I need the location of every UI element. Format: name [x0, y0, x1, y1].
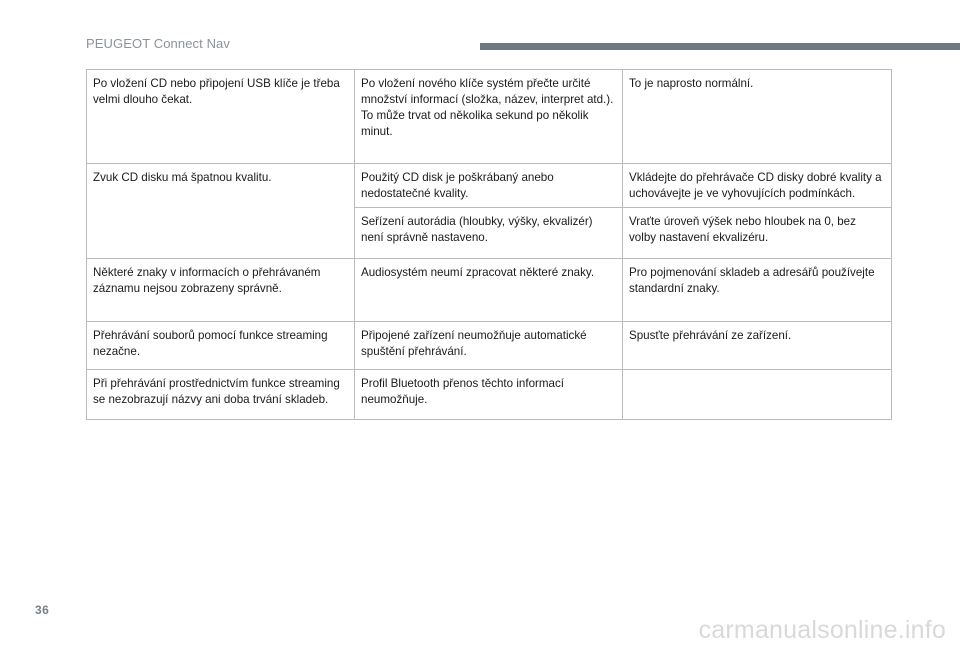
problem-cell: Zvuk CD disku má špatnou kvalitu.: [87, 164, 355, 259]
cause-cell: Seřízení autorádia (hloubky, výšky, ekvalizér) není správně nastaveno.: [355, 208, 623, 259]
cause-cell: Připojené zařízení neumožňuje automatické spuštění přehrávání.: [355, 322, 623, 370]
document-title: PEUGEOT Connect Nav: [86, 36, 230, 51]
cause-cell: Použitý CD disk je poškrábaný anebo nedostatečné kvality.: [355, 164, 623, 208]
cause-cell: Po vložení nového klíče systém přečte určité množství informací (složka, název, interpret atd.). To může trvat od několika sekund po několik minut.: [355, 70, 623, 164]
problem-cell: Některé znaky v informacích o přehrávaném záznamu nejsou zobrazeny správně.: [87, 259, 355, 322]
header-rule: [480, 43, 960, 50]
solution-cell: Vkládejte do přehrávače CD disky dobré kvality a uchovávejte je ve vyhovujících podmínkách.: [623, 164, 892, 208]
solution-cell: Vraťte úroveň výšek nebo hloubek na 0, bez volby nastavení ekvalizéru.: [623, 208, 892, 259]
watermark: carmanualsonline.info: [698, 616, 946, 644]
solution-cell: Spusťte přehrávání ze zařízení.: [623, 322, 892, 370]
cause-cell: Audiosystém neumí zpracovat některé znaky.: [355, 259, 623, 322]
problem-cell: Po vložení CD nebo připojení USB klíče je třeba velmi dlouho čekat.: [87, 70, 355, 164]
table-row: [87, 322, 892, 370]
solution-cell: To je naprosto normální.: [623, 70, 892, 164]
table-row: [87, 70, 892, 164]
problem-cell: Při přehrávání prostřednictvím funkce streaming se nezobrazují názvy ani doba trvání skladeb.: [87, 370, 355, 420]
solution-cell: [623, 370, 892, 420]
problem-cell: Přehrávání souborů pomocí funkce streaming nezačne.: [87, 322, 355, 370]
cause-cell: Profil Bluetooth přenos těchto informací neumožňuje.: [355, 370, 623, 420]
table-row: [87, 370, 892, 420]
table-row: [87, 259, 892, 322]
troubleshooting-table: [86, 69, 892, 420]
solution-cell: Pro pojmenování skladeb a adresářů používejte standardní znaky.: [623, 259, 892, 322]
page-number: 36: [35, 603, 50, 617]
table-row: [87, 164, 892, 208]
